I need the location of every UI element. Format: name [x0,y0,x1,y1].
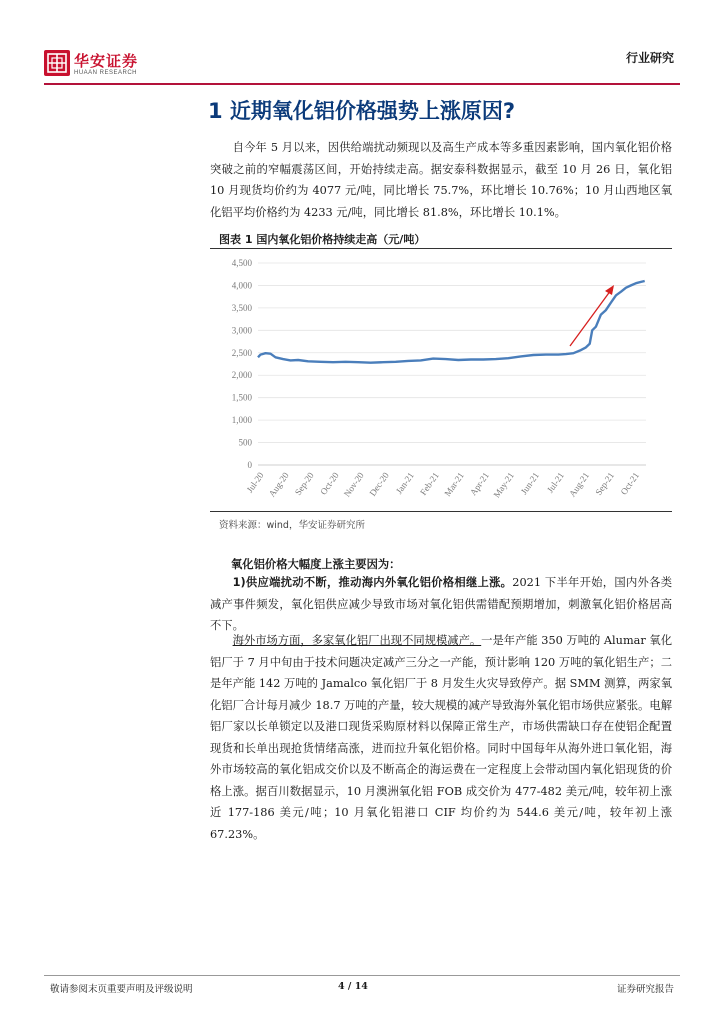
report-type-label: 行业研究 [625,51,674,65]
overseas-lead: 海外市场方面，多家氧化铝厂出现不同规模减产。 [232,634,482,647]
y-tick-label: 4,500 [231,258,252,268]
logo-text: 华安证券 [74,52,139,70]
y-tick-label: 2,500 [231,347,252,358]
point1-body: 2021 下半年开始，国内外各类减产事件频发，氧化铝供应减少导致市场对氧化铝供需错配预期增加，刺激氧化铝价格居高不下。 [210,576,672,632]
x-tick-label: Jul-20 [244,470,266,495]
figure-top-rule [210,248,672,249]
y-tick-label: 2,000 [231,370,252,381]
x-tick-label: Mar-21 [442,470,466,499]
logo-subtext: HUAAN RESEARCH [74,70,138,76]
x-tick-label: Jul-21 [544,470,567,495]
overseas-body: 一是年产能 350 万吨的 Alumar 氧化铝厂于 7 月中旬由于技术问题决定减产三分之一产能，预计影响 120 万吨的氧化铝生产；二是年产能 142 万吨的 Jamalco 氧化铝厂于 8 月发生火灾导致停产。据 SMM 测算，两家氧化铝厂合计每月减少 18.7 万吨的产量，较大规模的减产导致海外氧化铝市场供应紧张。电解铝厂家以长单锁定以及港口现货采购原材料以保障正常生产，市场供需缺口存在使铝企配置现货和长单出现抢货情绪高涨，进而拉升氧化铝价格。同时中国每年从海外进口氧化铝，海外市场较高的氧化铝成交价以及不断高企的海运费在一定程度上会带动国内氧化铝现货的价格上涨。据百川数据显示，10 月澳洲氧化铝 FOB 成交价为 477-482 美元/吨，较年初上涨近 177-186 美元/吨；10 月氧化铝港口 CIF 均价约为 544.6 美元/吨，较年初上涨 67.23%。 [210,634,672,841]
section-title: 1 近期氧化铝价格强势上涨原因? [208,99,516,123]
x-tick-label: Apr-21 [467,470,491,498]
x-tick-label: Dec-20 [367,470,391,498]
x-tick-label: Aug-20 [266,470,291,499]
logo-seal-icon [44,50,70,76]
intro-paragraph [210,137,672,223]
x-tick-label: Jan-21 [393,470,416,496]
chart-y-ticks [232,258,253,470]
analysis-point1 [210,572,672,637]
y-tick-label: 0 [247,460,252,470]
y-tick-label: 500 [238,437,252,448]
x-tick-label: Aug-21 [567,470,592,499]
x-tick-label: Sep-21 [593,470,617,498]
intro-text: 自今年 5 月以来，因供给端扰动频现以及高生产成本等多重因素影响，国内氧化铝价格突破之前的窄幅震荡区间，开始持续走高。据安泰科数据显示，截至 10 月 26 日，氧化铝 10 月现货均价约为 4077 元/吨，同比增长 75.7%，环比增长 10.76%；10 月山西地区氧化铝平均价格约为 4233 元/吨，同比增长 81.8%，环比增长 10.1%。 [210,141,672,219]
chart-gridlines [258,263,646,465]
price-line-chart [210,250,672,510]
figure-bottom-rule [210,511,672,512]
footer-divider [44,975,680,976]
header-divider [44,83,680,85]
x-tick-label: May-21 [491,470,516,500]
x-tick-label: Oct-20 [318,470,341,497]
analysis-heading: 氧化铝价格大幅度上涨主要因为： [231,558,401,571]
y-tick-label: 3,000 [231,325,252,336]
x-tick-label: Jun-21 [518,470,541,497]
x-tick-label: Oct-21 [618,470,642,497]
footer-disclaimer: 敬请参阅末页重要声明及评级说明 [50,984,193,995]
footer-label: 证券研究报告 [616,984,674,995]
x-tick-label: Feb-21 [418,470,441,498]
y-tick-label: 1,500 [231,392,252,403]
price-series-line [258,281,645,363]
y-tick-label: 3,500 [231,302,252,313]
y-tick-label: 1,000 [231,415,252,426]
figure-source: 资料来源：wind，华安证券研究所 [219,520,365,531]
chart-series [258,281,645,363]
x-tick-label: Sep-20 [292,470,316,498]
y-tick-label: 4,000 [231,280,252,291]
figure-title: 图表 1 国内氧化铝价格持续走高（元/吨） [219,233,426,246]
page-number: 4 / 14 [338,981,368,992]
chart-x-ticks [245,470,642,499]
analysis-overseas [210,630,672,845]
x-tick-label: Nov-20 [341,470,366,499]
point1-lead: 1)供应端扰动不断，推动海内外氧化铝价格相继上涨。 [232,576,513,589]
